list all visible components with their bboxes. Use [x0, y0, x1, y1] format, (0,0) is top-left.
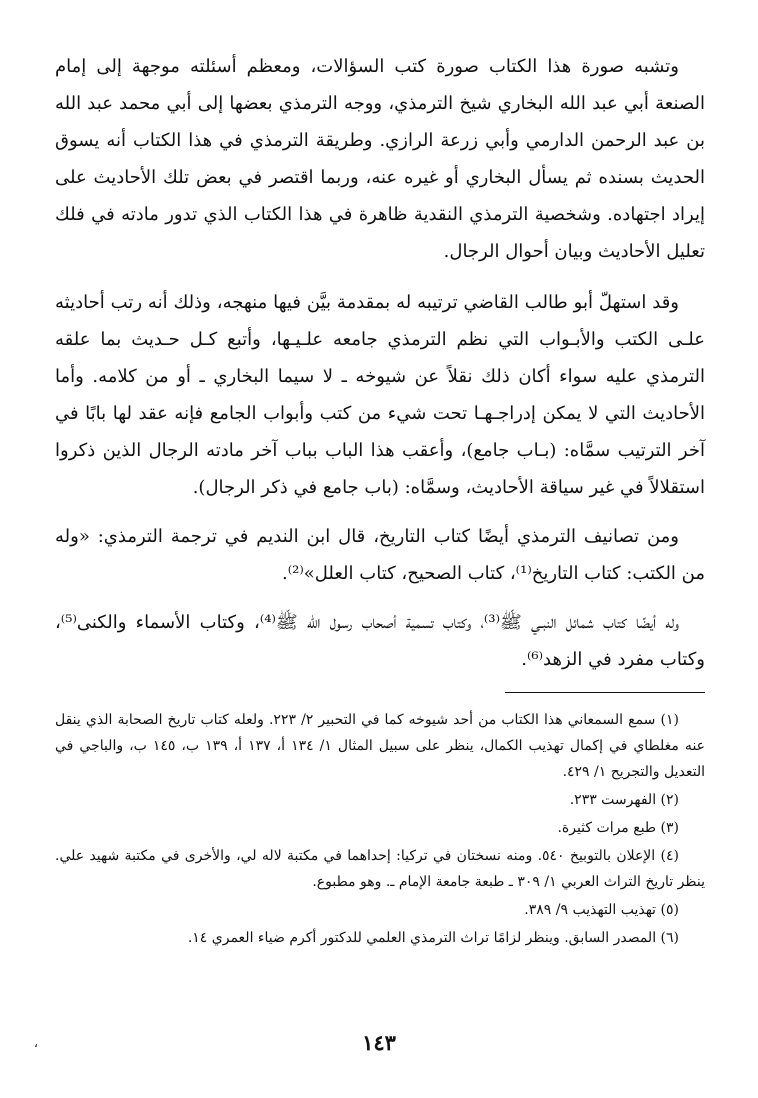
footnote-4: (٤) الإعلان بالتوبيخ ٥٤٠. ومنه نسختان في تركيا: إحداهما في مكتبة لاله لي، والأخرى في مكتبة شهيد علي. ينظر تاريخ التراث العربي ١/ ٣٠٩ ـ طبعة جامعة الإمام ـ. وهو مطبوع. [55, 848, 705, 890]
body-paragraph-4: وله أيضًا كتاب شمائل النبـي ﷺ⁽³⁾، وكتاب تسمية أصحاب رسول الله ﷺ⁽⁴⁾، وكتاب الأسماء والكنى⁽⁵⁾، وكتاب مفرد في الزهد⁽⁶⁾. [55, 612, 705, 670]
page-number: ١٤٣ [362, 1030, 396, 1055]
footnote-2: (٢) الفهرست ٢٣٣. [569, 792, 679, 808]
footnote-1: (١) سمع السمعاني هذا الكتاب من أحد شيوخه كما في التحبير ٢/ ٢٢٣. ولعله كتاب تاريخ الصحابة الذي ينقل عنه مغلطاي في إكمال تهذيب الكمال، ينظر على سبيل المثال ١/ ١٣٤ أ، ١٣٧ أ، ١٣٩ ب، ١٤٥ ب، والباجي في التعديل والتجريح ١/ ٤٢٩. [55, 712, 706, 780]
footnote-6: (٦) المصدر السابق. وينظر لزامًا تراث الترمذي العلمي للدكتور أكرم ضياء العمري ١٤. [187, 930, 679, 946]
body-paragraph-2: وقد استهلّ أبو طالب القاضي ترتيبه له بمقدمة بيَّن فيها منهجه، وذلك أنه رتب أحاديثه علـى الكتب والأبـواب التي نظم الترمذي جامعه علـيـها، وأتبع كـل حـديث بما علقه الترمذي عليه سواء أكان ذلك نقلاً عن شيوخه ـ لا سيما البخاري ـ أو من كلامه. وأما الأحاديث التي لا يمكن إدراجـهـا تحت شيء من كتب وأبواب الجامع فإنه عقد لها بابًا في آخر الترتيب سمَّاه: (بـاب جامع)، وأعقب هذا الباب بباب آخر مادته الرجال الذين ذكروا استقلالاً في غير سياقة الأحاديث، وسمَّاه: (باب جامع في ذكر الرجال). [55, 292, 705, 498]
footnote-divider [505, 692, 705, 693]
body-paragraph-1: وتشبه صورة هذا الكتاب صورة كتب السؤالات، ومعظم أسئلته موجهة إلى إمام الصنعة أبي عبد الله البخاري شيخ الترمذي، ووجه الترمذي بعضها إلى أبي محمد عبد الله بن عبد الرحمن الدارمي وأبي زرعة الرازي. وطريقة الترمذي في هذا الكتاب أنه يسوق الحديث بسنده ثم يسأل البخاري أو غيره عنه، وربما اقتصر في بعض تلك الأحاديث على إيراد اجتهاده. وشخصية الترمذي النقدية ظاهرة في هذا الكتاب الذي تدور مادته في فلك تعليل الأحاديث وبيان أحوال الرجال. [55, 56, 705, 262]
corner-mark: ، [34, 1036, 38, 1050]
footnote-5: (٥) تهذيب التهذيب ٩/ ٣٨٩. [524, 902, 679, 918]
footnote-3: (٣) طبع مرات كثيرة. [557, 820, 679, 836]
page-content [55, 48, 705, 953]
footnotes [55, 707, 705, 951]
body-paragraph-3: ومن تصانيف الترمذي أيضًا كتاب التاريخ، قال ابن النديم في ترجمة الترمذي: «وله من الكتب: كتاب التاريخ⁽¹⁾، كتاب الصحيح، كتاب العلل»⁽²⁾. [55, 526, 705, 584]
